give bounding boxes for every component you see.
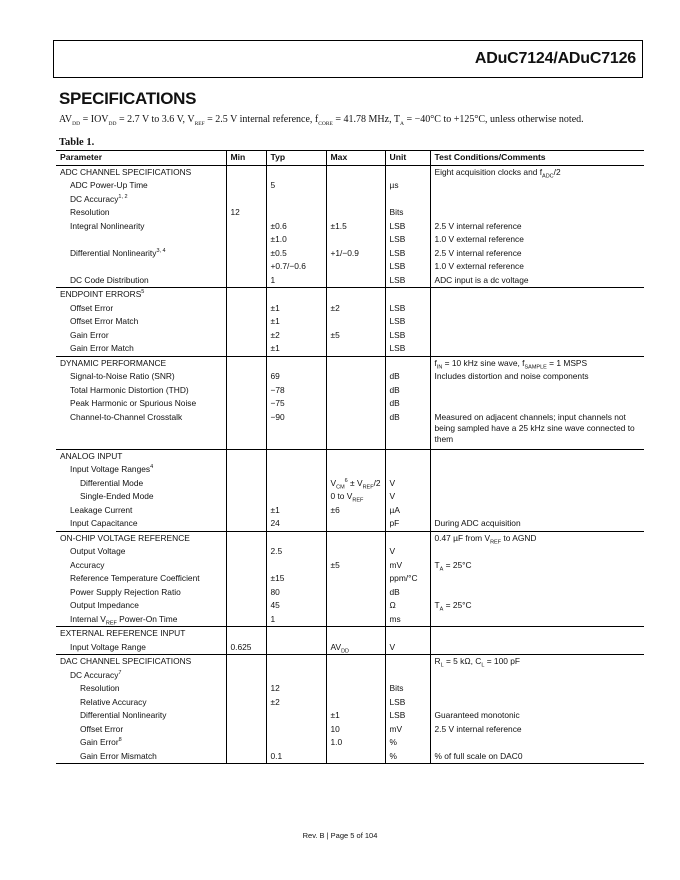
table-row: Offset Error ±1 ±2 LSB [56, 302, 644, 316]
operating-conditions: $AV_{DD} = IOV_{DD} = 2.7$ V to 3.6 V, $V_{REF} = 2.5$ V internal reference, $f_{CORE} = 41.78$ MHz, $T_A = -40^\circ C$ to +125°C, unless otherwise noted. [59, 114, 584, 127]
section-title: SPECIFICATIONS [59, 89, 197, 108]
table-row: Reference Temperature Coefficient ±15 ppm/°C [56, 572, 644, 586]
table-row: Channel-to-Channel Crosstalk −90 dB Measured on adjacent channels; input channels not being sampled have a 25 kHz sine wave connected to them [56, 411, 644, 450]
table-row: Resolution 12 Bits [56, 206, 644, 220]
table-row: Total Harmonic Distortion (THD) −78 dB [56, 384, 644, 398]
table-row: Single-Ended Mode 0 to $V_{REF}$ V [56, 490, 644, 504]
table-row: Input Voltage Ranges$^4$ [56, 463, 644, 477]
table-row: +0.7/−0.6 LSB 1.0 V external reference [56, 260, 644, 274]
table-row: Output Impedance 45 Ω $T_A = 25^\circ C$ [56, 599, 644, 613]
part-number-title: ADuC7124/ADuC7126 [474, 50, 636, 67]
table-row: DYNAMIC PERFORMANCE $f_{IN} = 10$ kHz sine wave, $f_{SAMPLE} = 1$ MSPS [56, 356, 644, 370]
table-row: Differential Nonlinearity ±1 LSB Guaranteed monotonic [56, 709, 644, 723]
table-row: Leakage Current ±1 ±6 µA [56, 504, 644, 518]
table-row: Differential Mode $V_{CM}^6 \pm V_{REF}/2$ V [56, 477, 644, 491]
header-box [53, 40, 643, 78]
table-row: Output Voltage 2.5 V [56, 545, 644, 559]
table-row: Integral Nonlinearity ±0.6 ±1.5 LSB 2.5 V internal reference [56, 220, 644, 234]
col-conditions: Test Conditions/Comments [430, 151, 644, 166]
table-row: Input Capacitance 24 pF During ADC acquisition [56, 517, 644, 531]
table-row: DC Accuracy$^{1, 2}$ [56, 193, 644, 207]
table-row: DC Accuracy$^7$ [56, 669, 644, 683]
table-row: Gain Error ±2 ±5 LSB [56, 329, 644, 343]
table-row: DAC CHANNEL SPECIFICATIONS $R_L = 5$ kΩ, $C_L = 100$ pF [56, 655, 644, 669]
table-row: Offset Error Match ±1 LSB [56, 315, 644, 329]
table-row: Accuracy ±5 mV $T_A = 25^\circ C$ [56, 559, 644, 573]
table-row: ADC CHANNEL SPECIFICATIONS Eight acquisition clocks and $f_{ADC}/2$ [56, 165, 644, 179]
table-row: ON-CHIP VOLTAGE REFERENCE 0.47 µF from $V_{REF}$ to AGND [56, 531, 644, 545]
table-row: Offset Error 10 mV 2.5 V internal reference [56, 723, 644, 737]
table-row: Gain Error Mismatch 0.1 % % of full scale on DAC0 [56, 750, 644, 764]
table-row: Differential Nonlinearity$^{3, 4}$ ±0.5 +1/−0.9 LSB 2.5 V internal reference [56, 247, 644, 261]
col-min: Min [226, 151, 266, 166]
table-row: ANALOG INPUT [56, 449, 644, 463]
table-row: Signal-to-Noise Ratio (SNR) 69 dB Includes distortion and noise components [56, 370, 644, 384]
table-row: Peak Harmonic or Spurious Noise −75 dB [56, 397, 644, 411]
table-row: ADC Power-Up Time 5 µs [56, 179, 644, 193]
table-label: Table 1. [59, 137, 95, 148]
table-row: Internal $V_{REF}$ Power-On Time 1 ms [56, 613, 644, 627]
table-row: EXTERNAL REFERENCE INPUT [56, 627, 644, 641]
specifications-table [56, 150, 644, 764]
col-parameter: Parameter [56, 151, 226, 166]
table-row: ENDPOINT ERRORS$^5$ [56, 288, 644, 302]
col-max: Max [326, 151, 385, 166]
col-typ: Typ [266, 151, 326, 166]
table-row: DC Code Distribution 1 LSB ADC input is a dc voltage [56, 274, 644, 288]
page-footer: Rev. B | Page 5 of 104 [302, 831, 378, 840]
table-row: Power Supply Rejection Ratio 80 dB [56, 586, 644, 600]
table-row: Gain Error$^8$ 1.0 % [56, 736, 644, 750]
table-row: Resolution 12 Bits [56, 682, 644, 696]
table-row: Relative Accuracy ±2 LSB [56, 696, 644, 710]
table-header-row [56, 151, 644, 166]
table-row: Input Voltage Range 0.625 $AV_{DD}$ V [56, 641, 644, 655]
table-row: Gain Error Match ±1 LSB [56, 342, 644, 356]
table-row: ±1.0 LSB 1.0 V external reference [56, 233, 644, 247]
col-unit: Unit [385, 151, 430, 166]
